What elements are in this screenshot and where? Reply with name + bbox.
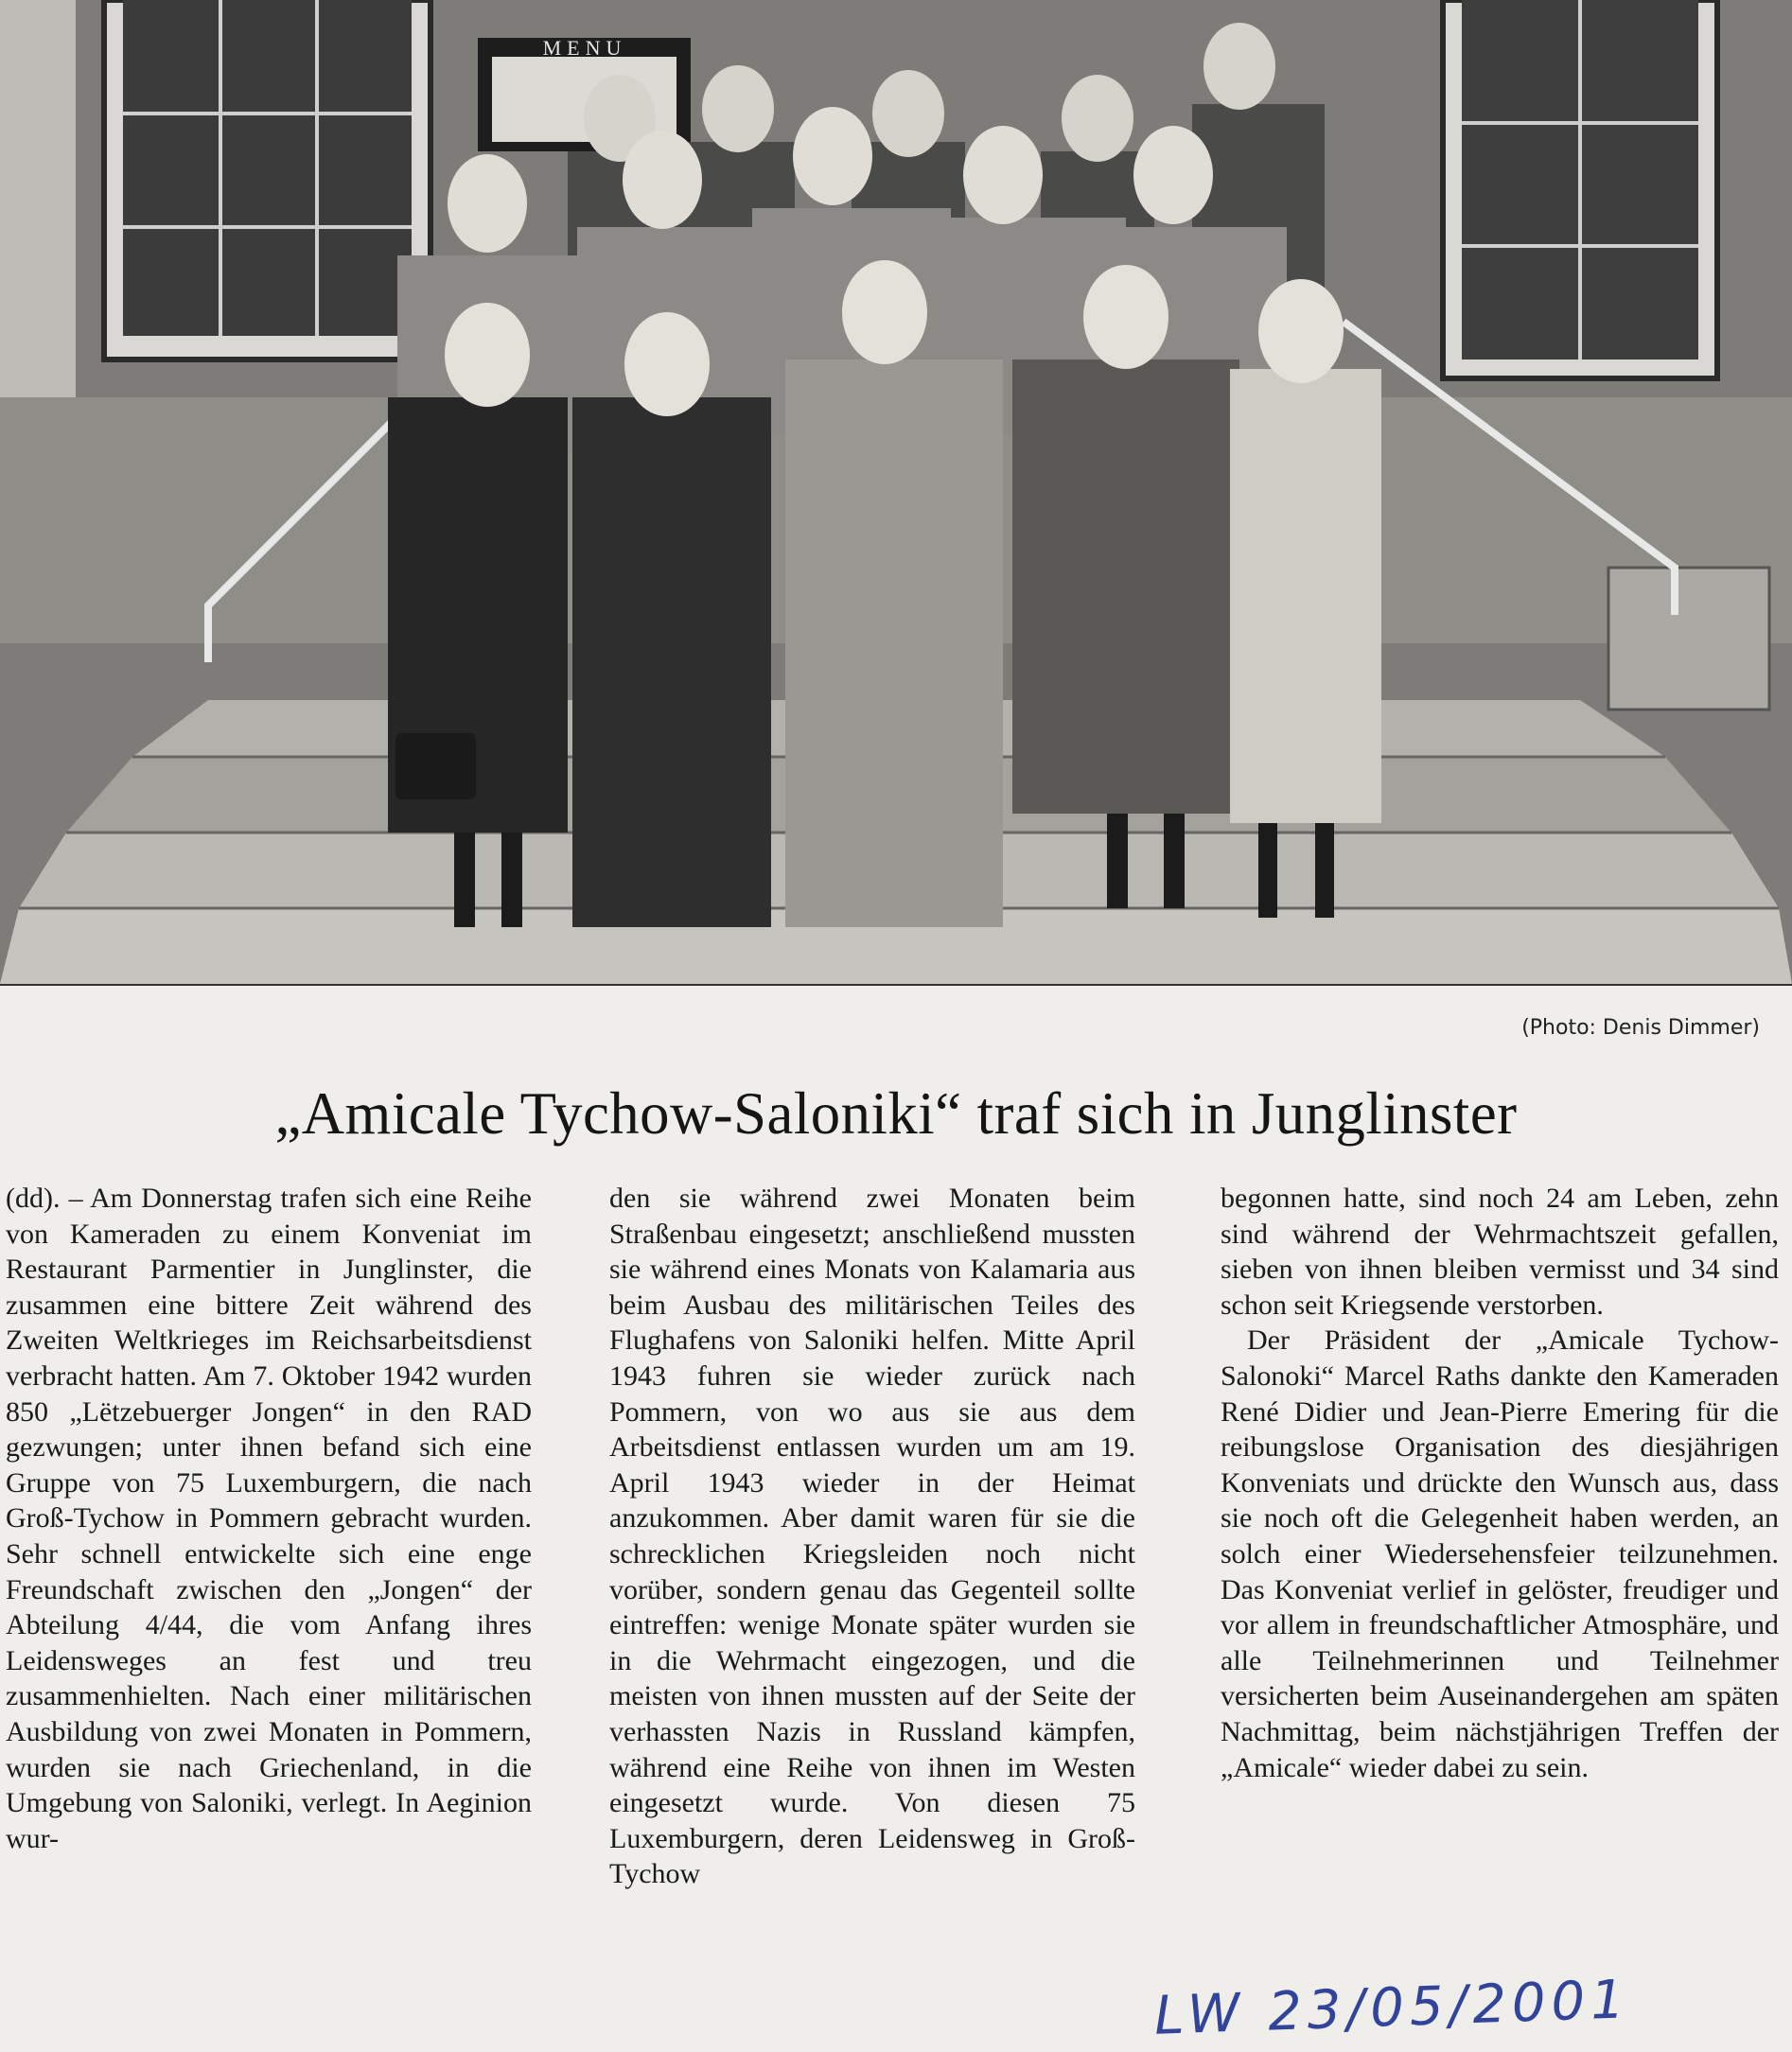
column-3-paragraph-2: Der Präsident der „Amicale Tychow-Salonoki“ Marcel Raths dankte den Kameraden René Didier und Jean-Pierre Emering für die reibungslose Organisation des diesjährigen Konveniats und drückte den Wunsch aus, dass sie noch oft die Gelegenheit haben werden, an solch einer Wiedersehensfeier teilzunehmen. Das Konveniat verlief in gelöster, freudiger und vor allem in freundschaftlicher Atmosphäre, und alle Teilnehmerinnen und Teilnehmer versicherten beim Auseinandergehen am späten Nachmittag, beim nächstjährigen Treffen der „Amicale“ wieder dabei zu sein. — [1221, 1324, 1779, 1783]
photo-credit: (Photo: Denis Dimmer) — [1521, 1016, 1760, 1040]
article-column-2 — [609, 1181, 1135, 1892]
article-column-3 — [1221, 1181, 1779, 1785]
group-photo-illustration — [0, 0, 1792, 984]
article-column-1 — [6, 1181, 532, 1856]
article-headline: „Amicale Tychow-Saloniki“ traf sich in Junglinster — [274, 1079, 1518, 1147]
column-1-text: (dd). – Am Donnerstag trafen sich eine Reihe von Kameraden zu einem Konveniat im Restaurant Parmentier in Junglinster, die zusammen eine bittere Zeit während des Zweiten Weltkrieges im Reichsarbeitsdienst verbracht hatten. Am 7. Oktober 1942 wurden 850 „Lëtzebuerger Jongen“ in den RAD gezwungen; unter ihnen befand sich eine Gruppe von 75 Luxemburgern, die nach Groß-Tychow in Pommern gebracht wurden. Sehr schnell entwickelte sich eine enge Freundschaft zwischen den „Jongen“ der Abteilung 4/44, die vom Anfang ihres Leidensweges an fest und treu zusammenhielten. Nach einer militärischen Ausbildung von zwei Monaten in Pommern, wurden sie nach Griechenland, in die Umgebung von Saloniki, verlegt. In Aeginion wur- — [6, 1183, 532, 1854]
menu-sign: MENU — [542, 36, 627, 60]
handwritten-date: LW 23/05/2001 — [1153, 1969, 1631, 2047]
column-2-text: den sie während zwei Monaten beim Straßenbau eingesetzt; anschließend mussten sie während eines Monats von Kalamaria aus beim Ausbau des militärischen Teiles des Flughafens von Saloniki helfen. Mitte April 1943 fuhren sie wieder zurück nach Pommern, von wo aus sie aus dem Arbeitsdienst entlassen wurden um am 19. April 1943 wieder in der Heimat anzukommen. Aber damit waren für sie die schrecklichen Kriegsleiden noch nicht vorüber, sondern genau das Gegenteil sollte eintreffen: wenige Monate später wurden sie in die Wehrmacht eingezogen, und die meisten von ihnen mussten auf der Seite der verhassten Nazis in Russland kämpfen, während eine Reihe von ihnen im Westen eingesetzt wurde. Von diesen 75 Luxemburgern, deren Leidensweg in Groß-Tychow — [609, 1183, 1135, 1890]
group-photo — [0, 0, 1792, 986]
column-3-paragraph-1: begonnen hatte, sind noch 24 am Leben, zehn sind während der Wehrmachtszeit gefallen, sieben von ihnen bleiben vermisst und 34 sind schon seit Kriegsende verstorben. — [1221, 1183, 1779, 1321]
